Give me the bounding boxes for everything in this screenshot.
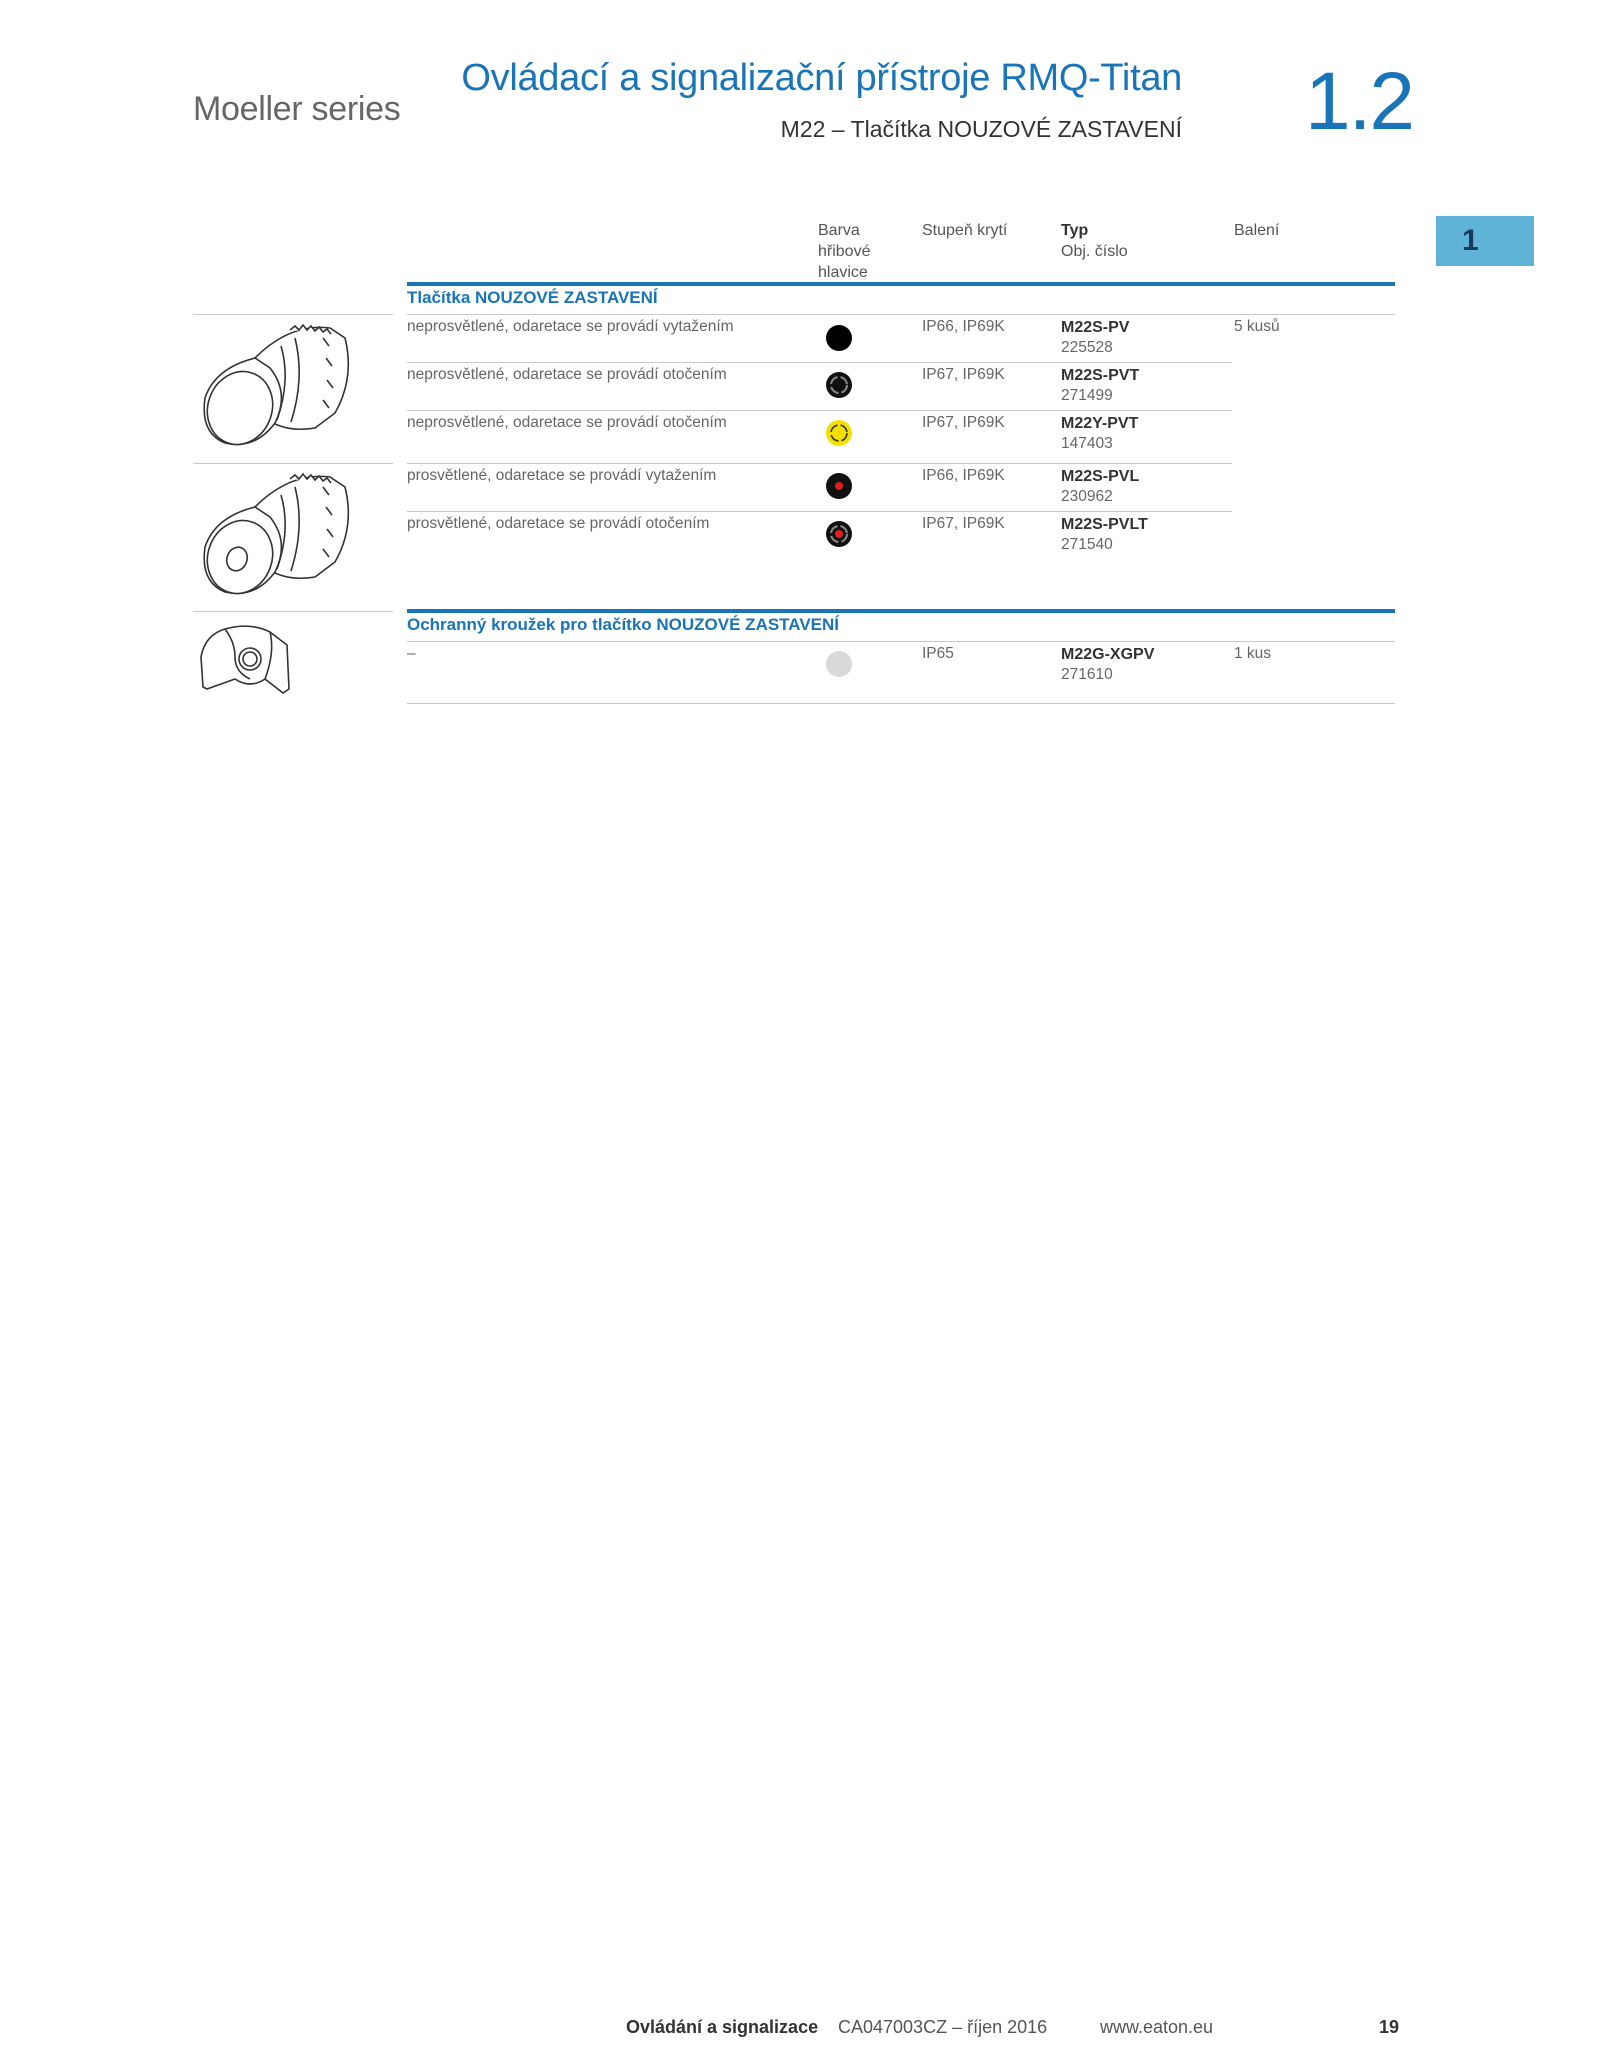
row-description: neprosvětlené, odaretace se provádí otočením — [407, 366, 727, 383]
page-title: Ovládací a signalizační přístroje RMQ-Titan — [461, 57, 1182, 99]
black-illuminated-turn-mushroom-icon — [825, 520, 853, 548]
column-header-packing: Balení — [1234, 222, 1280, 239]
page-subtitle: M22 – Tlačítka NOUZOVÉ ZASTAVENÍ — [780, 116, 1182, 142]
row-type-block — [1061, 515, 1148, 555]
table-bottom-rule — [407, 703, 1395, 704]
image-divider — [193, 463, 393, 464]
row-protection: IP65 — [922, 645, 954, 662]
order-number: 271540 — [1061, 536, 1113, 553]
row-protection: IP67, IP69K — [922, 414, 1005, 431]
packing-value: 1 kus — [1234, 645, 1272, 662]
image-divider — [193, 611, 393, 612]
row-description: prosvětlené, odaretace se provádí otočením — [407, 515, 710, 532]
type-code: M22G-XGPV — [1061, 646, 1155, 663]
series-label: Moeller series — [193, 90, 401, 128]
section-heading-protective-ring: Ochranný kroužek pro tlačítko NOUZOVÉ ZASTAVENÍ — [407, 615, 839, 634]
packing-value: 5 kusů — [1234, 318, 1280, 335]
mushroom-button-image — [195, 318, 355, 453]
grey-circle-icon — [825, 650, 853, 678]
row-divider — [407, 511, 1232, 512]
type-code: M22S-PV — [1061, 319, 1130, 336]
row-description: neprosvětlené, odaretace se provádí vytažením — [407, 318, 734, 335]
row-description: neprosvětlené, odaretace se provádí otočením — [407, 414, 727, 431]
yellow-turn-mushroom-icon — [825, 419, 853, 447]
protective-ring-image — [195, 617, 295, 697]
order-number: 271610 — [1061, 666, 1113, 683]
type-code: M22S-PVLT — [1061, 516, 1148, 533]
black-illuminated-mushroom-icon — [825, 472, 853, 500]
image-divider — [193, 314, 393, 315]
row-type-block — [1061, 414, 1138, 454]
order-number: 225528 — [1061, 339, 1113, 356]
row-divider — [407, 463, 1232, 464]
row-description: prosvětlené, odaretace se provádí vytažením — [407, 467, 717, 484]
footer-website[interactable]: www.eaton.eu — [1100, 2017, 1214, 2037]
row-protection: IP67, IP69K — [922, 515, 1005, 532]
footer-catalog: CA047003CZ – říjen 2016 — [838, 2017, 1048, 2037]
type-code: M22Y-PVT — [1061, 415, 1139, 432]
row-protection: IP67, IP69K — [922, 366, 1005, 383]
type-code: M22S-PVL — [1061, 468, 1140, 485]
chapter-tab[interactable]: 1 — [1436, 216, 1534, 266]
row-type-block — [1061, 366, 1139, 406]
row-protection: IP66, IP69K — [922, 318, 1005, 335]
illuminated-mushroom-button-image — [195, 467, 355, 602]
row-divider — [407, 362, 1232, 363]
black-mushroom-icon — [825, 324, 853, 352]
order-number: 147403 — [1061, 435, 1113, 452]
row-description: – — [407, 645, 416, 662]
section-number: 1.2 — [1305, 56, 1413, 147]
row-type-block — [1061, 645, 1154, 685]
section-rule — [407, 609, 1395, 613]
page-number: 19 — [1379, 2017, 1400, 2037]
footer-category: Ovládání a signalizace — [626, 2017, 819, 2037]
black-turn-mushroom-icon — [825, 371, 853, 399]
row-protection: IP66, IP69K — [922, 467, 1005, 484]
column-header-color: Barva hřibové hlavice — [818, 222, 871, 281]
row-type-block — [1061, 467, 1139, 507]
section-rule — [407, 282, 1395, 286]
column-header-type: Typ Obj. číslo — [1061, 222, 1128, 260]
column-header-protection: Stupeň krytí — [922, 222, 1008, 239]
type-code: M22S-PVT — [1061, 367, 1140, 384]
order-number: 230962 — [1061, 488, 1113, 505]
order-number: 271499 — [1061, 387, 1113, 404]
row-type-block — [1061, 318, 1129, 358]
row-divider — [407, 314, 1395, 315]
row-divider — [407, 641, 1395, 642]
row-divider — [407, 410, 1232, 411]
section-heading-emergency-stop: Tlačítka NOUZOVÉ ZASTAVENÍ — [407, 288, 658, 307]
